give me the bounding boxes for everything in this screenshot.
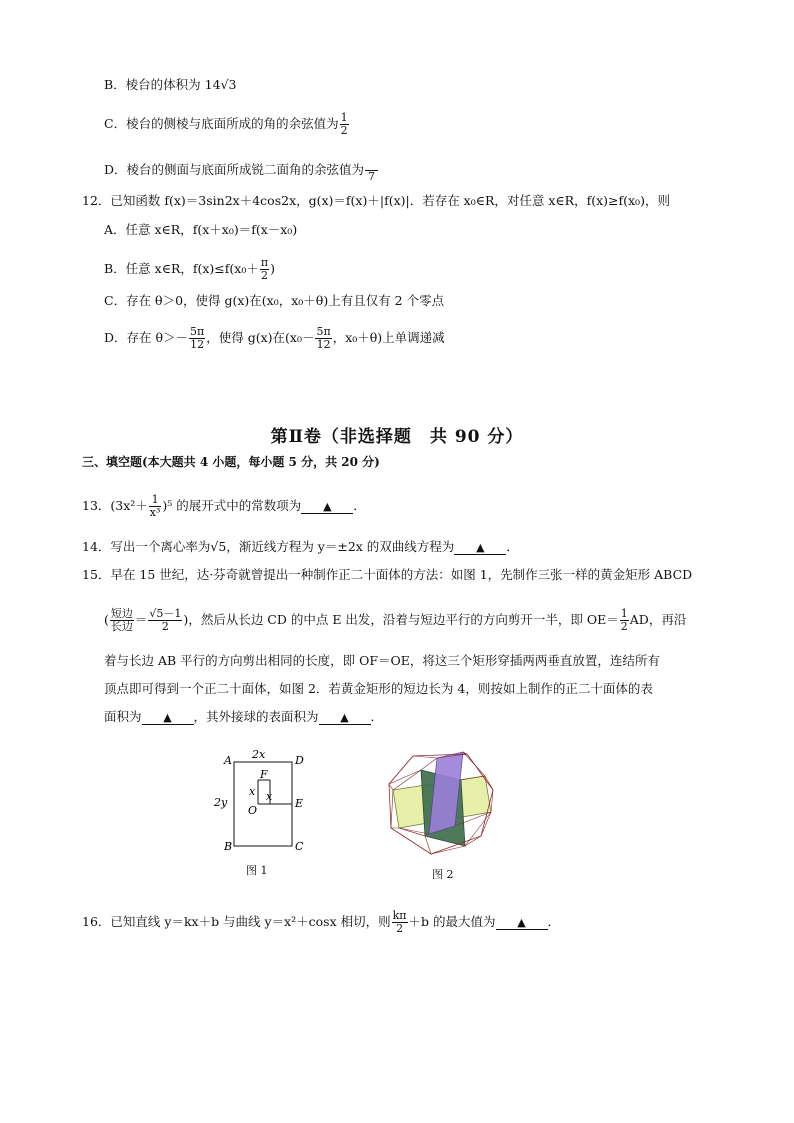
icosahedron-edge [389, 770, 421, 784]
answer-blank[interactable]: ▲ [142, 711, 194, 725]
answer-blank[interactable]: ▲ [454, 541, 506, 555]
figure-1 [210, 748, 310, 858]
label-e: E [295, 797, 304, 810]
q11-option-b: B．棱台的体积为 14√3 [104, 77, 237, 92]
icosahedron-edge [399, 828, 425, 836]
q15-line5: 面积为 ▲ ，其外接球的表面积为 ▲ ． [104, 709, 384, 724]
q12-option-d: D．存在 θ＞－ $\frac{5\pi}{12}$ ，使得 g(x)在(x₀－ $\frac{5\pi}{12}$ ，x₀＋θ)上单调递减 [104, 325, 445, 351]
answer-blank[interactable]: ▲ [319, 711, 371, 725]
q12-option-c: C．存在 θ＞0，使得 g(x)在(x₀，x₀＋θ)上有且仅有 2 个零点 [104, 293, 445, 308]
q13: 13．(3x²＋ $\frac{1}{\text{x³}}$ )⁵ 的展开式中的常数项为 ▲ ． [82, 493, 366, 519]
figure-2 [385, 750, 499, 858]
q16: 16．已知直线 y＝kx＋b 与曲线 y＝x²＋cosx 相切，则 $\frac{k\pi}{2}$ ＋b 的最大值为 ▲ ． [82, 909, 561, 935]
q15-line1: 15．早在 15 世纪，达·芬奇就曾提出一种制作正二十面体的方法：如图 1，先制作三张一样的黄金矩形 ABCD [82, 567, 693, 582]
label-o: O [248, 804, 258, 817]
q14: 14．写出一个离心率为√5，渐近线方程为 y＝±2x 的双曲线方程为 ▲ ． [82, 539, 519, 554]
q12-stem: 12．已知函数 f(x)＝3sin2x＋4cos2x，g(x)＝f(x)＋|f(x)|．若存在 x₀∈R，对任意 x∈R，f(x)≥f(x₀)，则 [82, 193, 670, 208]
label-b: B [224, 840, 233, 853]
label-x-vertical: x [249, 785, 256, 798]
section3-header: 三、填空题(本大题共 4 小题，每小题 5 分，共 20 分) [82, 455, 380, 469]
label-2y: 2y [214, 796, 228, 809]
figure-2-caption: 图 2 [432, 868, 454, 881]
figure-1-caption: 图 1 [246, 864, 268, 877]
label-x-horizontal: x [266, 790, 273, 803]
q15-line4: 顶点即可得到一个正二十面体，如图 2．若黄金矩形的短边长为 4，则按如上制作的正二十面体的表 [104, 681, 653, 696]
answer-blank[interactable]: ▲ [301, 500, 353, 514]
label-a: A [224, 754, 232, 767]
label-f: F [260, 768, 268, 781]
q15-line3: 着与长边 AB 平行的方向剪出相同的长度，即 OF＝OE，将这三个矩形穿插两两垂直放置，连结所有 [104, 653, 660, 668]
q15-line2: ( $\frac{\text{短边}}{\text{长边}}$ ＝ $\frac{√5-1}{2}$ )，然后从长边 CD 的中点 E 出发，沿着与短边平行的方向剪开一半，即 OE＝ $\frac{1}{2}$ AD，再沿 [104, 607, 687, 633]
answer-blank[interactable]: ▲ [496, 916, 548, 930]
label-d: D [295, 754, 304, 767]
q11-option-c: C．棱台的侧棱与底面所成的角的余弦值为 $\frac{1}{2}$ [104, 111, 348, 137]
q12-option-b: B．任意 x∈R，f(x)≤f(x₀＋ $\frac{\pi}{2}$ ) [104, 256, 275, 282]
part2-title: 第Ⅱ卷（非选择题 共 90 分） [270, 427, 524, 447]
q11-option-d: D．棱台的侧面与底面所成锐二面角的余弦值为 7 [104, 158, 379, 183]
icosahedron-edge [421, 758, 437, 770]
label-2x: 2x [252, 748, 266, 761]
q12-option-a: A．任意 x∈R，f(x＋x₀)＝f(x－x₀) [104, 222, 298, 237]
label-c: C [295, 840, 304, 853]
